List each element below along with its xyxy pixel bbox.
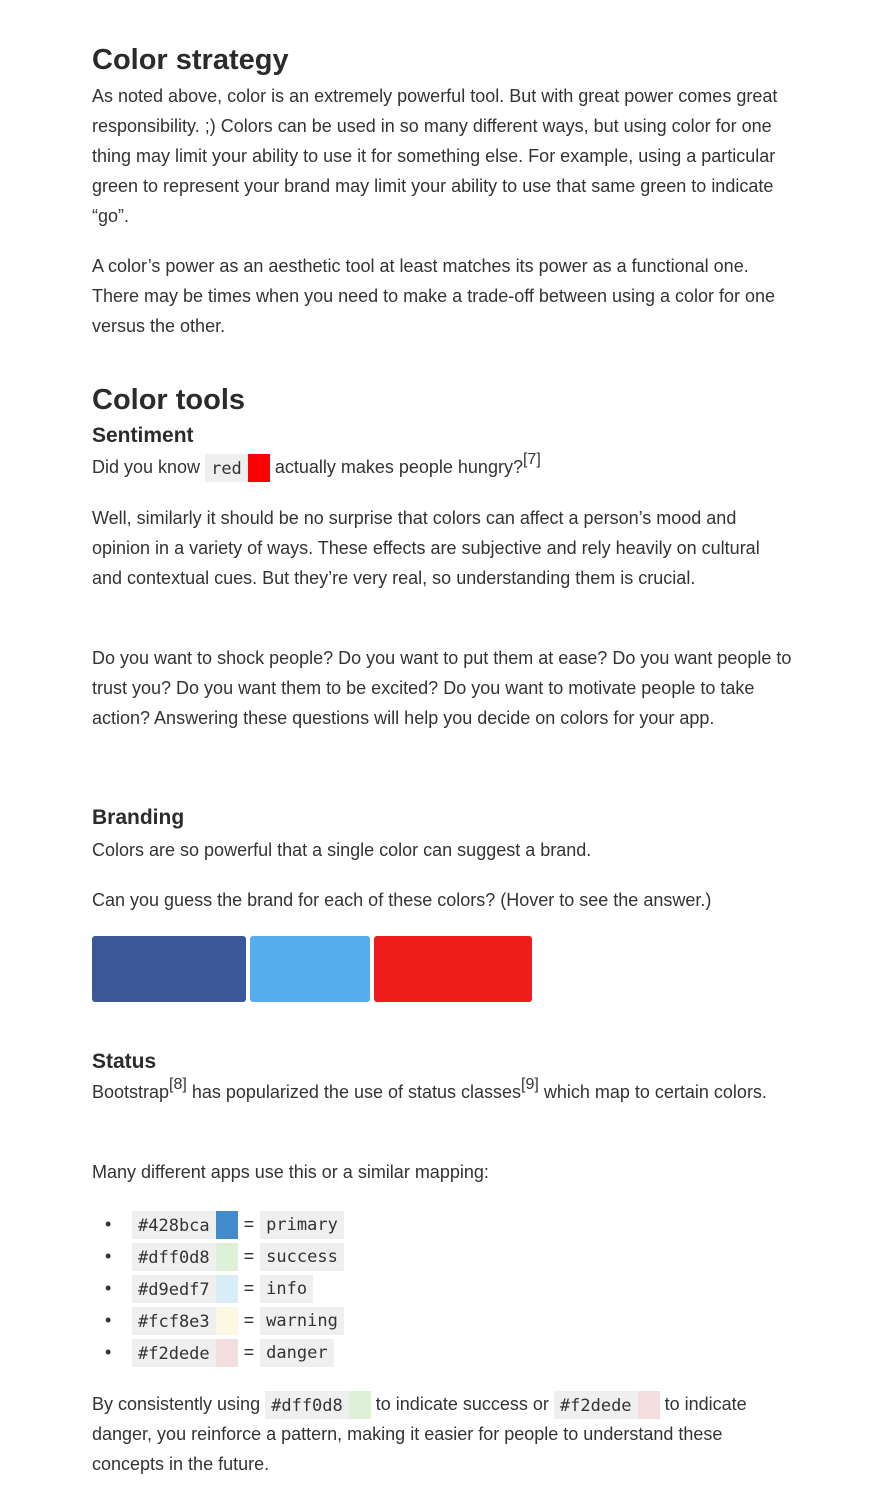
list-item <box>92 1208 344 1240</box>
list-item <box>92 1336 344 1368</box>
strategy-paragraph-2: A color’s power as an aesthetic tool at least matches its power as a functional one. There may be times when you need to make a trade-off between using a color for one versus the other. <box>92 256 776 336</box>
sentiment-text-before: Did you know <box>92 457 201 477</box>
red-code-swatch <box>205 454 270 482</box>
brand-swatch-red[interactable] <box>374 936 532 1002</box>
status-paragraph-3 <box>92 1389 792 1479</box>
status-label: warning <box>260 1307 344 1335</box>
status-p3-text-c: to indicate danger, you reinforce a pattern, making it easier for people to understand these concepts in the future. <box>92 1394 747 1475</box>
strategy-paragraph-1: As noted above, color is an extremely powerful tool. But with great power comes great responsibility. ;) Colors can be used in so many different ways, but using color for one thing may limit your ability to use it for something else. For example, using a particular green to represent your brand may limit your ability to use that same green to indicate “go”. <box>92 86 778 226</box>
status-p3-text-b: to indicate success or <box>375 1394 549 1414</box>
color-swatch <box>216 1307 238 1335</box>
status-text-a: Bootstrap <box>92 1082 170 1102</box>
hex-code-swatch <box>132 1243 238 1271</box>
list-item <box>92 1272 344 1304</box>
bullet: • <box>105 1310 112 1330</box>
hex-code: #fcf8e3 <box>138 1312 210 1333</box>
bullet: • <box>105 1246 112 1266</box>
status-paragraph-1 <box>92 1077 792 1107</box>
branding-paragraph-1: Colors are so powerful that a single color can suggest a brand. <box>92 840 592 860</box>
status-text-c: which map to certain colors. <box>538 1082 767 1102</box>
equals-sign: = <box>243 1278 255 1298</box>
red-swatch <box>248 454 270 482</box>
danger-code: #f2dede <box>559 1396 632 1417</box>
hex-code: #f2dede <box>138 1344 210 1365</box>
heading-color-strategy: Color strategy <box>92 44 289 76</box>
heading-branding: Branding <box>92 806 185 829</box>
status-label: success <box>260 1243 344 1271</box>
hex-code: #dff0d8 <box>138 1248 210 1269</box>
status-paragraph-2: Many different apps use this or a similar mapping: <box>92 1162 489 1182</box>
danger-code-swatch <box>554 1391 660 1419</box>
color-swatch <box>216 1275 238 1303</box>
footnote-ref-7[interactable]: [7] <box>522 451 541 468</box>
status-text-b: has popularized the use of status classes <box>186 1082 522 1102</box>
success-swatch <box>349 1391 371 1419</box>
footnote-ref-8[interactable]: [8] <box>169 1076 187 1093</box>
equals-sign: = <box>243 1246 255 1266</box>
bullet: • <box>105 1214 112 1234</box>
heading-color-tools: Color tools <box>92 384 246 416</box>
hex-code-swatch <box>132 1307 238 1335</box>
sentiment-paragraph-3: Do you want to shock people? Do you want to put them at ease? Do you want people to trust you? Do you want them to be excited? Do you want to motivate people to take action? Answering these questions will help you decide on colors for your app. <box>92 648 792 728</box>
hex-code: #d9edf7 <box>138 1280 210 1301</box>
branding-paragraph-2: Can you guess the brand for each of these colors? (Hover to see the answer.) <box>92 890 712 910</box>
color-swatch <box>216 1211 238 1239</box>
status-p3-text-a: By consistently using <box>92 1394 261 1414</box>
success-code: #dff0d8 <box>271 1396 343 1417</box>
brand-swatch-blue-light[interactable] <box>250 936 370 1002</box>
hex-code-swatch <box>132 1339 238 1367</box>
status-mapping-list <box>92 1208 344 1368</box>
hex-code: #428bca <box>138 1216 210 1237</box>
brand-swatch-blue-dark[interactable] <box>92 936 246 1002</box>
list-item <box>92 1304 344 1336</box>
heading-sentiment: Sentiment <box>92 424 194 447</box>
danger-swatch <box>638 1391 660 1419</box>
success-code-swatch <box>265 1391 371 1419</box>
equals-sign: = <box>243 1342 255 1362</box>
status-label: info <box>260 1275 313 1303</box>
list-item <box>92 1240 344 1272</box>
sentiment-text-after: actually makes people hungry? <box>274 457 523 477</box>
sentiment-paragraph-1 <box>92 452 792 482</box>
bullet: • <box>105 1278 112 1298</box>
red-code: red <box>211 459 242 480</box>
heading-status: Status <box>92 1050 157 1073</box>
hex-code-swatch <box>132 1211 238 1239</box>
sentiment-paragraph-2: Well, similarly it should be no surprise that colors can affect a person’s mood and opinion in a variety of ways. These effects are subjective and rely heavily on cultural and contextual cues. But they’re very real, so understanding them is crucial. <box>92 508 760 588</box>
footnote-ref-9[interactable]: [9] <box>521 1076 539 1093</box>
hex-code-swatch <box>132 1275 238 1303</box>
equals-sign: = <box>243 1214 255 1234</box>
color-swatch <box>216 1339 238 1367</box>
status-label: danger <box>260 1339 333 1367</box>
bullet: • <box>105 1342 112 1362</box>
equals-sign: = <box>243 1310 255 1330</box>
color-swatch <box>216 1243 238 1271</box>
status-label: primary <box>260 1211 344 1239</box>
